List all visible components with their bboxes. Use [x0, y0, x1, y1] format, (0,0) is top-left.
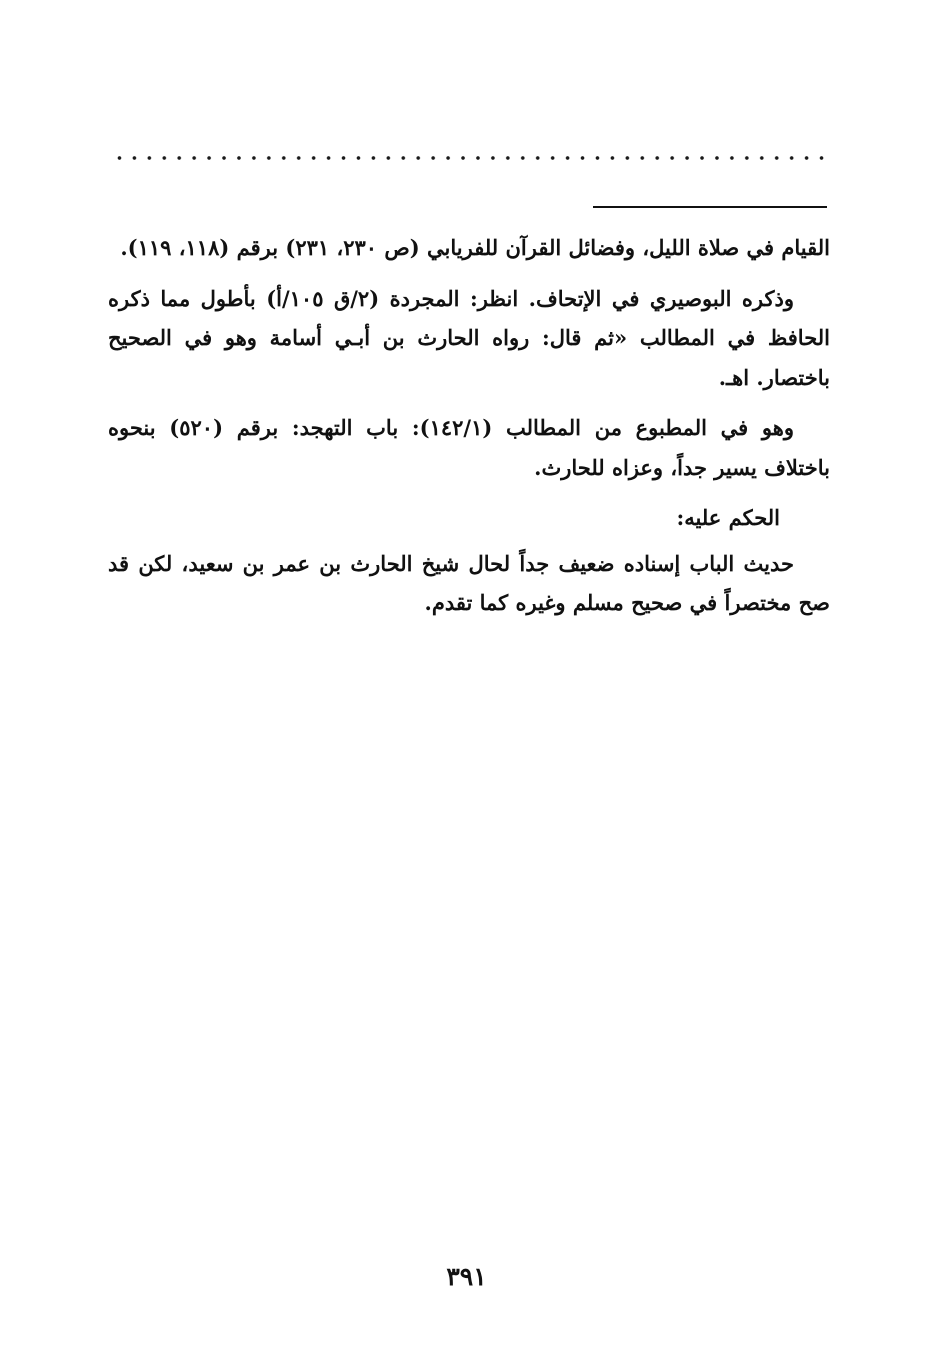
ruling-text: حديث الباب إسناده ضعيف جداً لحال شيخ الحارث بن عمر بن سعيد، لكن قد صح مختصراً في صحيح مسلم وغيره كما تقدم. [108, 550, 830, 615]
ruling-heading: الحكم عليه: [676, 505, 780, 530]
page-number: ٣٩١ [446, 1262, 487, 1291]
dotted-separator [112, 150, 830, 166]
footnote-paragraph: القيام في صلاة الليل، وفضائل القرآن للفريابي (ص ٢٣٠، ٢٣١) برقم (١١٨، ١١٩). [120, 235, 830, 260]
footnote-paragraph: وذكره البوصيري في الإتحاف. انظر: المجردة (٢/ق ١٠٥/أ) بأطول مما ذكره الحافظ في المطالب «ثم قال: رواه الحارث بن أبـي أسامة وهو في الصحيح باختصار. اهـ. [108, 285, 830, 390]
footnote-paragraph: وهو في المطبوع من المطالب (١٤٢/١): باب التهجد: برقم (٥٢٠) بنحوه باختلاف يسير جداً، وعزاه للحارث. [108, 415, 830, 480]
footnote-rule [593, 206, 827, 208]
footnote-text-block [108, 228, 830, 634]
